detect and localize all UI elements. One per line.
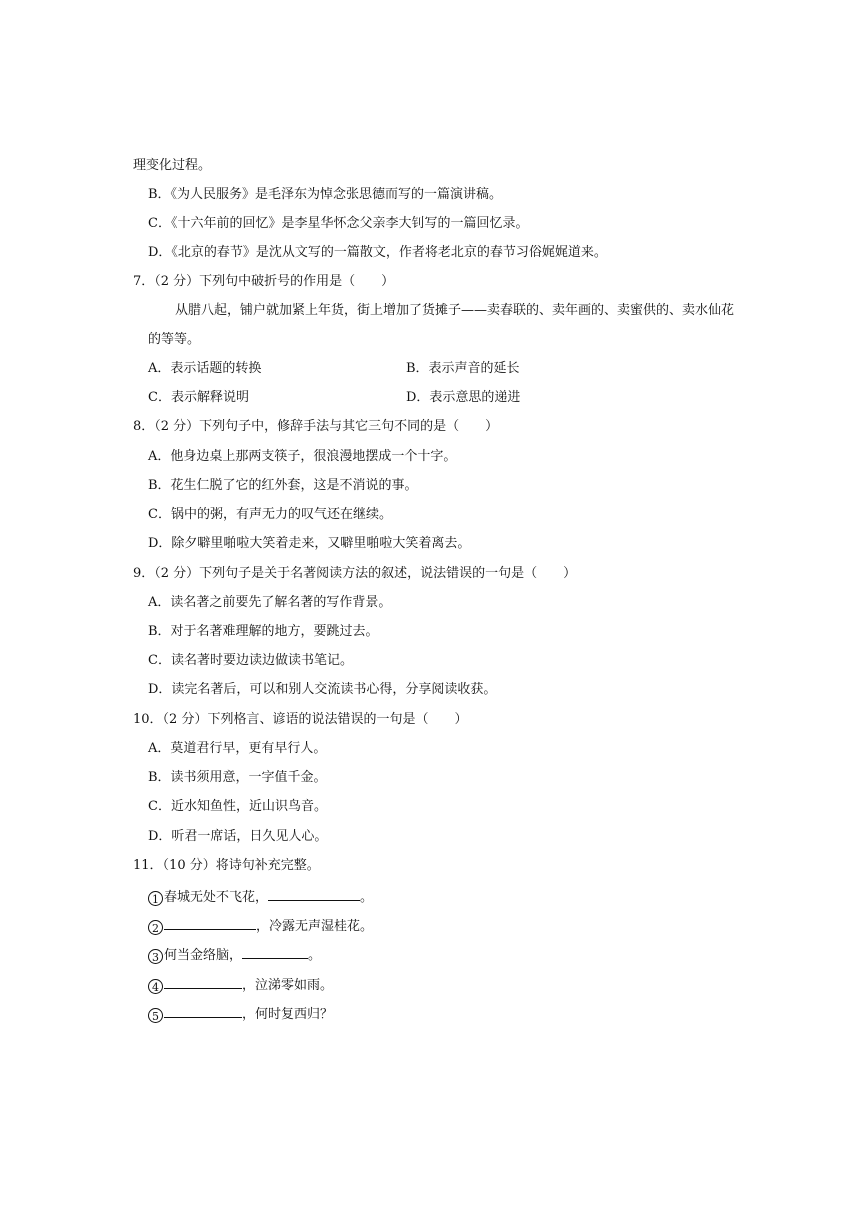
q11-stem: 11．（10 分）将诗句补充完整。: [133, 858, 320, 873]
q10-option-d: D．听君一席话，日久见人心。: [148, 829, 328, 844]
q6-option-b: B．《为人民服务》是毛泽东为悼念张思德而写的一篇演讲稿。: [148, 187, 503, 202]
circled-number: 5: [148, 1008, 163, 1023]
q10-option-a: A．莫道君行早，更有早行人。: [148, 741, 327, 756]
q9-option-d: D．读完名著后，可以和别人交流读书心得，分享阅读收获。: [148, 682, 497, 697]
q6-option-d: D．《北京的春节》是沈从文写的一篇散文，作者将老北京的春节习俗娓娓道来。: [148, 245, 607, 260]
answer-blank[interactable]: [164, 1004, 242, 1018]
q6-option-c: C．《十六年前的回忆》是李星华怀念父亲李大钊写的一篇回忆录。: [148, 216, 529, 231]
q8-option-c: C．锅中的粥，有声无力的叹气还在继续。: [148, 507, 392, 522]
q9-option-a: A．读名著之前要先了解名著的写作背景。: [148, 595, 392, 610]
answer-blank[interactable]: [164, 975, 242, 989]
verse-text: 。: [360, 890, 374, 905]
q9-option-b: B．对于名著难理解的地方，要跳过去。: [148, 624, 379, 639]
q7-passage-line2: 的等等。: [148, 332, 201, 347]
circled-number: 1: [148, 891, 163, 906]
verse-text: 春城无处不飞花，: [164, 890, 269, 905]
q10-option-b: B．读书须用意，一字值千金。: [148, 770, 327, 785]
continuation-text: 理变化过程。: [133, 158, 212, 173]
q11-item-3: [148, 945, 321, 964]
answer-blank[interactable]: [268, 887, 360, 901]
answer-blank[interactable]: [242, 945, 308, 959]
answer-blank[interactable]: [164, 916, 256, 930]
verse-text: ，泣涕零如雨。: [242, 978, 334, 993]
q8-option-a: A．他身边桌上那两支筷子，很浪漫地摆成一个十字。: [148, 449, 457, 464]
verse-text: 何当金络脑，: [164, 948, 243, 963]
q7-option-a: A．表示话题的转换: [148, 361, 262, 376]
q7-option-b: B．表示声音的延长: [406, 361, 520, 376]
q9-stem: 9．（2 分）下列句子是关于名著阅读方法的叙述，说法错误的一句是（ ）: [133, 566, 577, 581]
q10-stem: 10．（2 分）下列格言、谚语的说法错误的一句是（ ）: [133, 712, 468, 727]
circled-number: 3: [148, 949, 163, 964]
circled-number: 2: [148, 920, 163, 935]
verse-text: ，何时复西归？: [242, 1007, 334, 1022]
q7-stem: 7．（2 分）下列句中破折号的作用是（ ）: [133, 274, 395, 289]
q7-option-c: C．表示解释说明: [148, 390, 249, 405]
verse-text: 。: [308, 948, 322, 963]
q8-option-d: D．除夕噼里啪啦大笑着走来，又噼里啪啦大笑着离去。: [148, 536, 471, 551]
q11-item-5: [148, 1004, 333, 1023]
q11-item-4: [148, 975, 333, 994]
q10-option-c: C．近水知鱼性，近山识鸟音。: [148, 799, 327, 814]
q7-option-d: D．表示意思的递进: [406, 390, 521, 405]
circled-number: 4: [148, 979, 163, 994]
q9-option-c: C．读名著时要边读边做读书笔记。: [148, 653, 353, 668]
q8-option-b: B．花生仁脱了它的红外套，这是不消说的事。: [148, 478, 418, 493]
q11-item-2: [148, 916, 373, 935]
verse-text: ，冷露无声湿桂花。: [256, 919, 374, 934]
q11-item-1: [148, 887, 373, 906]
q7-passage-line1: 从腊八起，铺户就加紧上年货，街上增加了货摊子——卖春联的、卖年画的、卖蜜供的、卖水仙花: [175, 303, 735, 318]
q8-stem: 8．（2 分）下列句子中，修辞手法与其它三句不同的是（ ）: [133, 419, 499, 434]
